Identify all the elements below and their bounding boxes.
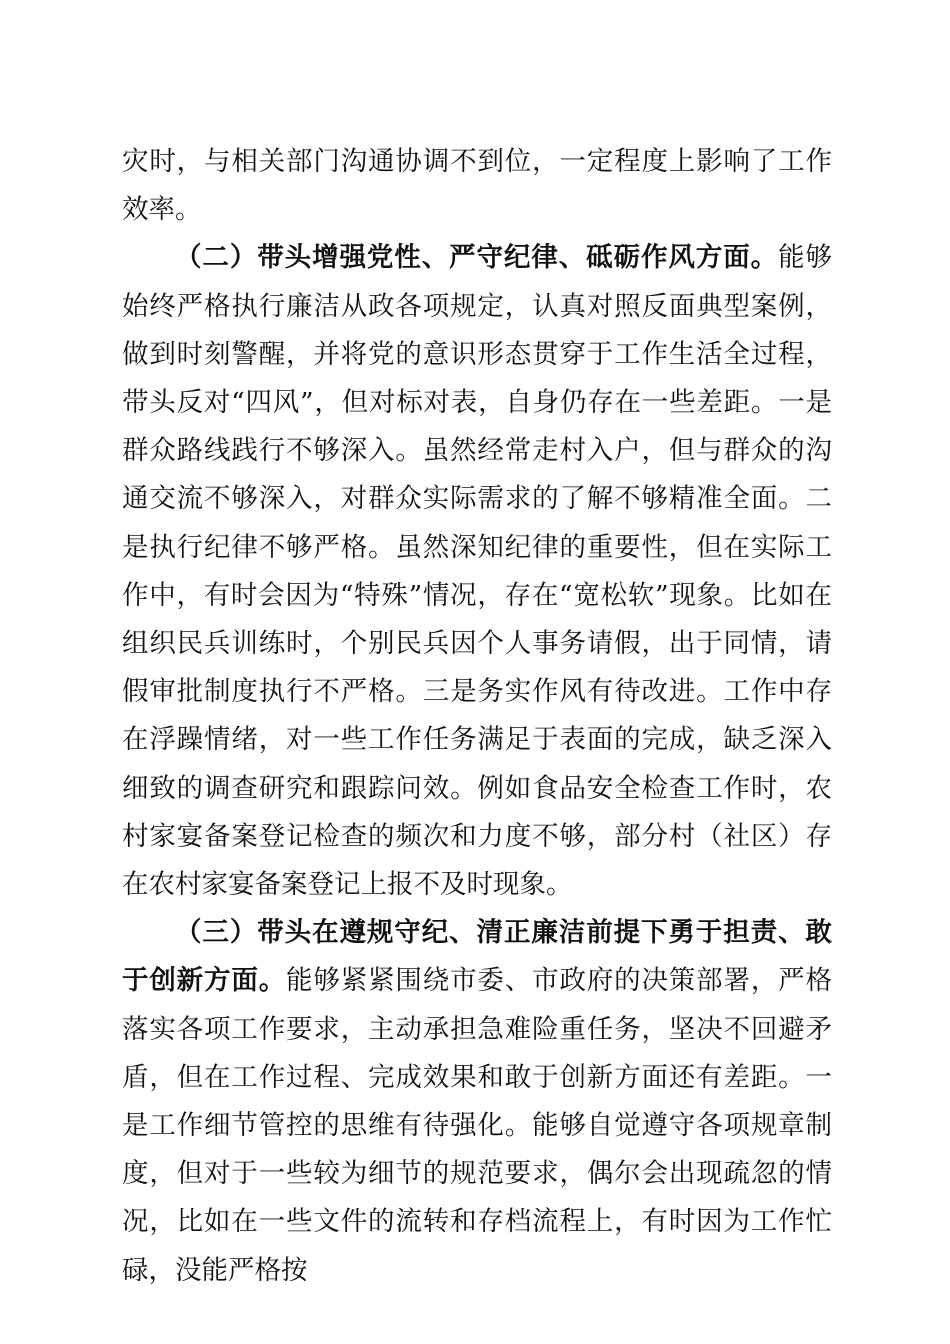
paragraph-section-three bbox=[122, 909, 832, 1295]
paragraph-continuation bbox=[122, 138, 832, 234]
paragraph-body: 灾时，与相关部门沟通协调不到位，一定程度上影响了工作效率。 bbox=[122, 146, 832, 226]
paragraph-body: 能够始终严格执行廉洁从政各项规定，认真对照反面典型案例，做到时刻警醒，并将党的意识形态贯穿于工作生活全过程，带头反对“四风”，但对标对表，自身仍存在一些差距。一是群众路线践行不够深入。虽然经常走村入户，但与群众的沟通交流不够深入，对群众实际需求的了解不够精准全面。二是执行纪律不够严格。虽然深知纪律的重要性，但在实际工作中，有时会因为“特殊”情况，存在“宽松软”现象。比如在组织民兵训练时，个别民兵因个人事务请假，出于同情，请假审批制度执行不严格。三是务实作风有待改进。工作中存在浮躁情绪，对一些工作任务满足于表面的完成，缺乏深入细致的调查研究和跟踪问效。例如食品安全检查工作时，农村家宴备案登记检查的频次和力度不够，部分村（社区）存在农村家宴备案登记上报不及时现象。 bbox=[122, 242, 833, 901]
paragraph-section-two bbox=[122, 234, 832, 909]
paragraph-body: 能够紧紧围绕市委、市政府的决策部署，严格落实各项工作要求，主动承担急难险重任务，坚决不回避矛盾，但在工作过程、完成效果和敢于创新方面还有差距。一是工作细节管控的思维有待强化。能够自觉遵守各项规章制度，但对于一些较为细节的规范要求，偶尔会出现疏忽的情况，比如在一些文件的流转和存档流程上，有时因为工作忙碌，没能严格按 bbox=[122, 965, 833, 1286]
section-heading: （二）带头增强党性、严守纪律、砥砺作风方面。 bbox=[175, 242, 779, 274]
section-heading: （三）带头在遵规守纪、清正廉洁前提下勇于担责、敢于创新方面。 bbox=[122, 917, 832, 997]
document-page bbox=[122, 138, 832, 1295]
